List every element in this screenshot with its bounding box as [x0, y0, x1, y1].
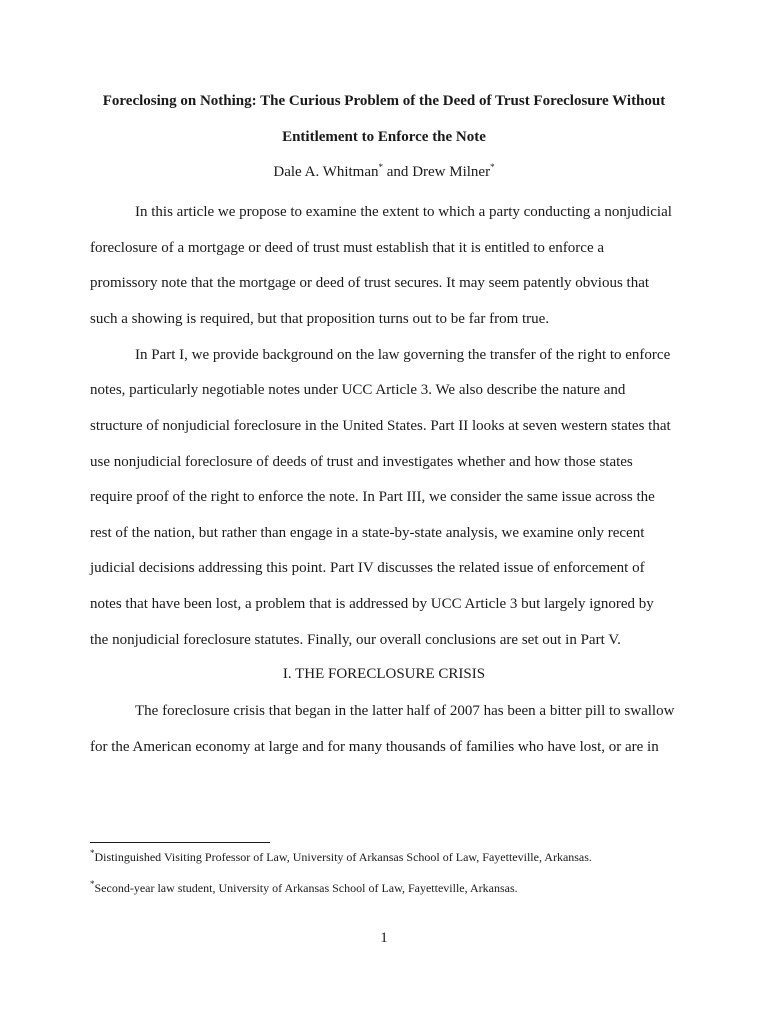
title-line-2: Entitlement to Enforce the Note — [282, 129, 486, 145]
footnote-1 — [90, 850, 592, 865]
author-1-footnote-mark: * — [378, 162, 384, 172]
paragraph-2-line: notes that have been lost, a problem that is addressed by UCC Article 3 but largely ignored by — [90, 596, 654, 612]
paragraph-1-line: promissory note that the mortgage or deed of trust secures. It may seem patently obvious that — [90, 275, 650, 291]
paragraph-2-line: judicial decisions addressing this point. Part IV discusses the related issue of enforcement of — [90, 560, 645, 576]
paragraph-2-line: the nonjudicial foreclosure statutes. Finally, our overall conclusions are set out in Part V. — [90, 632, 621, 648]
page-number: 1 — [380, 930, 388, 946]
paragraph-2-line: In Part I, we provide background on the law governing the transfer of the right to enforce — [135, 347, 671, 363]
footnote-separator — [90, 842, 270, 843]
footnote-2-mark: * — [90, 879, 95, 889]
footnote-2 — [90, 881, 518, 896]
paragraph-1-line: In this article we propose to examine the extent to which a party conducting a nonjudicial — [135, 204, 672, 220]
paragraph-2-line: require proof of the right to enforce the note. In Part III, we consider the same issue across the — [90, 489, 655, 505]
author-2: Drew Milner — [412, 164, 491, 180]
paragraph-3-line: for the American economy at large and for many thousands of families who have lost, or are in — [90, 739, 659, 755]
paragraph-2-line: notes, particularly negotiable notes under UCC Article 3. We also describe the nature and — [90, 382, 626, 398]
section-heading: I. THE FORECLOSURE CRISIS — [282, 666, 486, 682]
paragraph-2-line: structure of nonjudicial foreclosure in the United States. Part II looks at seven western states that — [90, 418, 671, 434]
author-byline — [0, 164, 768, 181]
title-line-1: Foreclosing on Nothing: The Curious Problem of the Deed of Trust Foreclosure Without — [102, 93, 666, 109]
paragraph-1-line: foreclosure of a mortgage or deed of trust must establish that it is entitled to enforce a — [90, 240, 605, 256]
author-1: Dale A. Whitman — [273, 164, 379, 180]
paragraph-2-line: rest of the nation, but rather than engage in a state-by-state analysis, we examine only recent — [90, 525, 645, 541]
paragraph-2-line: use nonjudicial foreclosure of deeds of trust and investigates whether and how those states — [90, 454, 633, 470]
footnote-1-text: Distinguished Visiting Professor of Law, University of Arkansas School of Law, Fayetteville, Arkansas. — [94, 850, 592, 864]
author-2-footnote-mark: * — [490, 162, 495, 172]
footnote-2-text: Second-year law student, University of Arkansas School of Law, Fayetteville, Arkansas. — [94, 881, 518, 895]
author-conjunction: and — [383, 164, 413, 180]
footnote-1-mark: * — [90, 848, 95, 858]
paragraph-1-line: such a showing is required, but that proposition turns out to be far from true. — [90, 311, 550, 327]
paragraph-3-line: The foreclosure crisis that began in the latter half of 2007 has been a bitter pill to swallow — [135, 703, 675, 719]
